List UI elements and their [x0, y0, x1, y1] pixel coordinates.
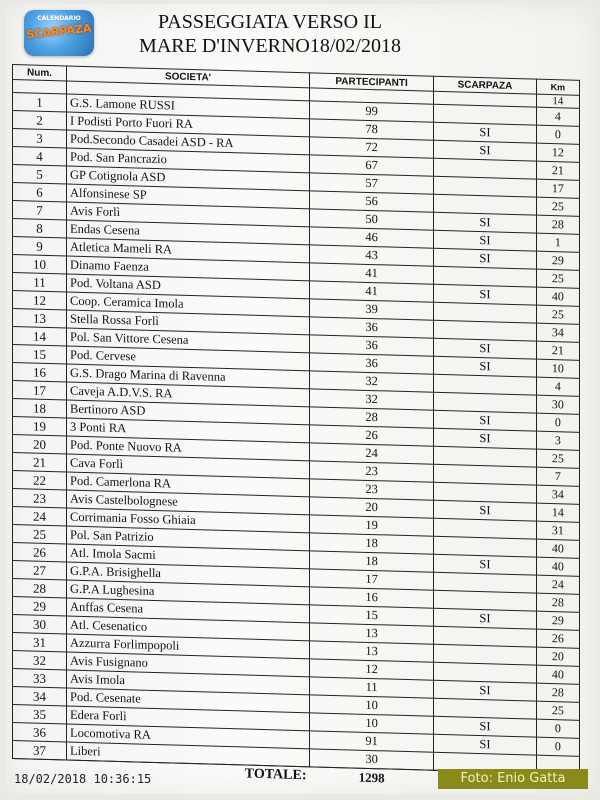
row-societa: Atl. Cesenatico: [67, 616, 310, 641]
row-num: 14: [13, 327, 67, 347]
logo-line-2: SCARPAZA: [25, 21, 93, 42]
row-partecipanti: 26: [310, 425, 434, 446]
row-partecipanti: 13: [310, 641, 434, 662]
title-line-1: PASSEGGIATA VERSO IL: [157, 11, 382, 33]
row-societa: Pod. Camerlona RA: [67, 472, 310, 497]
row-num: 31: [13, 633, 67, 653]
page-title: [100, 10, 440, 58]
row-km: 24: [536, 575, 579, 594]
row-num: 37: [13, 741, 67, 761]
row-scarpaza: SI: [434, 248, 537, 269]
row-partecipanti: 28: [310, 407, 434, 428]
row-partecipanti: 41: [310, 281, 434, 302]
row-scarpaza: SI: [434, 500, 537, 521]
row-num: 3: [13, 129, 67, 149]
row-km: 25: [536, 269, 579, 288]
row-societa: Atletica Mameli RA: [67, 238, 310, 263]
row-km: 25: [536, 701, 579, 720]
row-societa: G.P.A. Brisighella: [67, 562, 310, 587]
row-km: 17: [536, 179, 579, 198]
row-scarpaza: SI: [434, 212, 537, 233]
row-scarpaza: SI: [434, 122, 537, 143]
row-km: 25: [536, 197, 579, 216]
row-km: 40: [536, 665, 579, 684]
row-km: 28: [536, 683, 579, 702]
row-km: 29: [536, 251, 579, 270]
row-num: 24: [13, 507, 67, 527]
row-km: 40: [536, 539, 579, 558]
table-body: [13, 93, 580, 775]
row-partecipanti: 23: [310, 479, 434, 500]
row-partecipanti: 11: [310, 677, 434, 698]
row-num: 12: [13, 291, 67, 311]
row-societa: Edera Forlì: [67, 706, 310, 731]
row-scarpaza: SI: [434, 230, 537, 251]
row-societa: Pod.Secondo Casadei ASD - RA: [67, 130, 310, 155]
row-num: 13: [13, 309, 67, 329]
calendario-scarpaza-logo: [24, 10, 94, 56]
row-societa: I Podisti Porto Fuori RA: [67, 112, 310, 137]
row-societa: Avis Castelbolognese: [67, 490, 310, 515]
row-km: 4: [536, 377, 579, 396]
row-societa: Cava Forlì: [67, 454, 310, 479]
row-km: 25: [536, 305, 579, 324]
results-table: [12, 64, 580, 792]
row-scarpaza: SI: [434, 140, 537, 161]
col-header-scarpaza: SCARPAZA: [434, 76, 537, 94]
row-num: 20: [13, 435, 67, 455]
col-header-societa: SOCIETA': [67, 66, 310, 88]
row-km: 0: [536, 719, 579, 738]
row-partecipanti: 78: [310, 119, 434, 140]
photo-credit: Foto: Enio Gatta: [438, 769, 588, 789]
row-km: 0: [536, 125, 579, 144]
row-num: 29: [13, 597, 67, 617]
row-km: 12: [536, 143, 579, 162]
photo-timestamp: 18/02/2018 10:36:15: [14, 772, 152, 786]
total-value: 1298: [358, 769, 385, 785]
row-km: 31: [536, 521, 579, 540]
row-partecipanti: 19: [310, 515, 434, 536]
row-societa: 3 Ponti RA: [67, 418, 310, 443]
row-num: 17: [13, 381, 67, 401]
row-num: 10: [13, 255, 67, 275]
row-partecipanti: 36: [310, 353, 434, 374]
row-num: 25: [13, 525, 67, 545]
row-partecipanti: 99: [310, 101, 434, 122]
row-km: 34: [536, 485, 579, 504]
row-km: 20: [536, 647, 579, 666]
row-num: 23: [13, 489, 67, 509]
title-line-2: MARE D'INVERNO18/02/2018: [139, 35, 401, 57]
row-scarpaza: SI: [434, 734, 537, 755]
row-societa: G.S. Drago Marina di Ravenna: [67, 364, 310, 389]
logo-line-1: CALENDARIO: [37, 15, 81, 22]
row-km: 4: [536, 107, 579, 126]
row-km: 7: [536, 467, 579, 486]
row-scarpaza: SI: [434, 284, 537, 305]
row-societa: Dinamo Faenza: [67, 256, 310, 281]
row-km: 0: [536, 413, 579, 432]
row-partecipanti: 18: [310, 533, 434, 554]
row-num: 28: [13, 579, 67, 599]
row-societa: Atl. Imola Sacmi: [67, 544, 310, 569]
row-partecipanti: 91: [310, 731, 434, 752]
row-partecipanti: 32: [310, 371, 434, 392]
row-num: 11: [13, 273, 67, 293]
row-partecipanti: 46: [310, 227, 434, 248]
row-scarpaza: SI: [434, 338, 537, 359]
row-societa: Avis Imola: [67, 670, 310, 695]
row-num: 7: [13, 201, 67, 221]
row-partecipanti: 43: [310, 245, 434, 266]
row-partecipanti: 39: [310, 299, 434, 320]
row-partecipanti: 15: [310, 605, 434, 626]
row-num: 35: [13, 705, 67, 725]
row-num: 16: [13, 363, 67, 383]
km-header-value: 14: [536, 94, 579, 108]
total-label: TOTALE:: [244, 766, 307, 783]
row-km: 1: [536, 233, 579, 252]
row-num: 18: [13, 399, 67, 419]
row-societa: G.S. Lamone RUSSI: [67, 94, 310, 119]
row-scarpaza: SI: [434, 716, 537, 737]
row-km: 28: [536, 593, 579, 612]
row-societa: Pod. Ponte Nuovo RA: [67, 436, 310, 461]
row-km: 14: [536, 503, 579, 522]
row-num: 26: [13, 543, 67, 563]
row-num: 32: [13, 651, 67, 671]
row-societa: Pod. Cervese: [67, 346, 310, 371]
row-societa: GP Cotignola ASD: [67, 166, 310, 191]
row-num: 9: [13, 237, 67, 257]
row-num: 36: [13, 723, 67, 743]
row-partecipanti: 17: [310, 569, 434, 590]
row-num: 15: [13, 345, 67, 365]
row-km: 25: [536, 449, 579, 468]
row-partecipanti: 10: [310, 713, 434, 734]
row-km: 10: [536, 359, 579, 378]
row-partecipanti: 10: [310, 695, 434, 716]
row-societa: Endas Cesena: [67, 220, 310, 245]
row-num: 34: [13, 687, 67, 707]
row-num: 22: [13, 471, 67, 491]
row-partecipanti: 50: [310, 209, 434, 230]
row-km: 26: [536, 629, 579, 648]
row-km: 40: [536, 557, 579, 576]
row-partecipanti: 30: [310, 749, 434, 770]
row-societa: Corrimania Fosso Ghiaia: [67, 508, 310, 533]
row-partecipanti: 67: [310, 155, 434, 176]
row-societa: Pod. Voltana ASD: [67, 274, 310, 299]
row-societa: Azzurra Forlimpopoli: [67, 634, 310, 659]
row-societa: Liberi: [67, 742, 310, 767]
row-km: 21: [536, 161, 579, 180]
row-partecipanti: 20: [310, 497, 434, 518]
row-scarpaza: SI: [434, 554, 537, 575]
row-num: 1: [13, 93, 67, 113]
col-header-num: Num.: [13, 65, 67, 82]
row-scarpaza: SI: [434, 428, 537, 449]
row-scarpaza: SI: [434, 356, 537, 377]
row-partecipanti: 18: [310, 551, 434, 572]
row-km: 3: [536, 431, 579, 450]
row-partecipanti: 36: [310, 335, 434, 356]
row-km: 21: [536, 341, 579, 360]
col-header-km: Km: [536, 79, 579, 95]
row-societa: Pod. Cesenate: [67, 688, 310, 713]
row-km: 28: [536, 215, 579, 234]
row-km: 0: [536, 737, 579, 756]
row-partecipanti: 32: [310, 389, 434, 410]
row-partecipanti: 36: [310, 317, 434, 338]
row-societa: Alfonsinese SP: [67, 184, 310, 209]
row-societa: Bertinoro ASD: [67, 400, 310, 425]
row-societa: G.P.A Lughesina: [67, 580, 310, 605]
row-partecipanti: 13: [310, 623, 434, 644]
row-societa: Pol. San Vittore Cesena: [67, 328, 310, 353]
row-km: 34: [536, 323, 579, 342]
row-num: 6: [13, 183, 67, 203]
row-partecipanti: 12: [310, 659, 434, 680]
row-num: 2: [13, 111, 67, 131]
row-num: 8: [13, 219, 67, 239]
row-scarpaza: SI: [434, 608, 537, 629]
col-header-partecipanti: PARTECIPANTI: [310, 73, 434, 91]
row-societa: Stella Rossa Forlì: [67, 310, 310, 335]
row-km: 30: [536, 395, 579, 414]
row-km: 29: [536, 611, 579, 630]
row-societa: Coop. Ceramica Imola: [67, 292, 310, 317]
row-societa: Pod. San Pancrazio: [67, 148, 310, 173]
row-km: 40: [536, 287, 579, 306]
row-societa: Locomotiva RA: [67, 724, 310, 749]
row-partecipanti: 56: [310, 191, 434, 212]
row-societa: Avis Forlì: [67, 202, 310, 227]
row-societa: Pol. San Patrizio: [67, 526, 310, 551]
row-partecipanti: 23: [310, 461, 434, 482]
row-num: 21: [13, 453, 67, 473]
row-num: 5: [13, 165, 67, 185]
row-scarpaza: SI: [434, 680, 537, 701]
row-partecipanti: 16: [310, 587, 434, 608]
row-num: 4: [13, 147, 67, 167]
row-partecipanti: 72: [310, 137, 434, 158]
row-num: 27: [13, 561, 67, 581]
row-societa: Caveja A.D.V.S. RA: [67, 382, 310, 407]
row-partecipanti: 41: [310, 263, 434, 284]
row-num: 19: [13, 417, 67, 437]
row-num: 33: [13, 669, 67, 689]
row-num: 30: [13, 615, 67, 635]
row-societa: Anffas Cesena: [67, 598, 310, 623]
row-scarpaza: SI: [434, 410, 537, 431]
row-partecipanti: 24: [310, 443, 434, 464]
row-partecipanti: 57: [310, 173, 434, 194]
row-societa: Avis Fusignano: [67, 652, 310, 677]
